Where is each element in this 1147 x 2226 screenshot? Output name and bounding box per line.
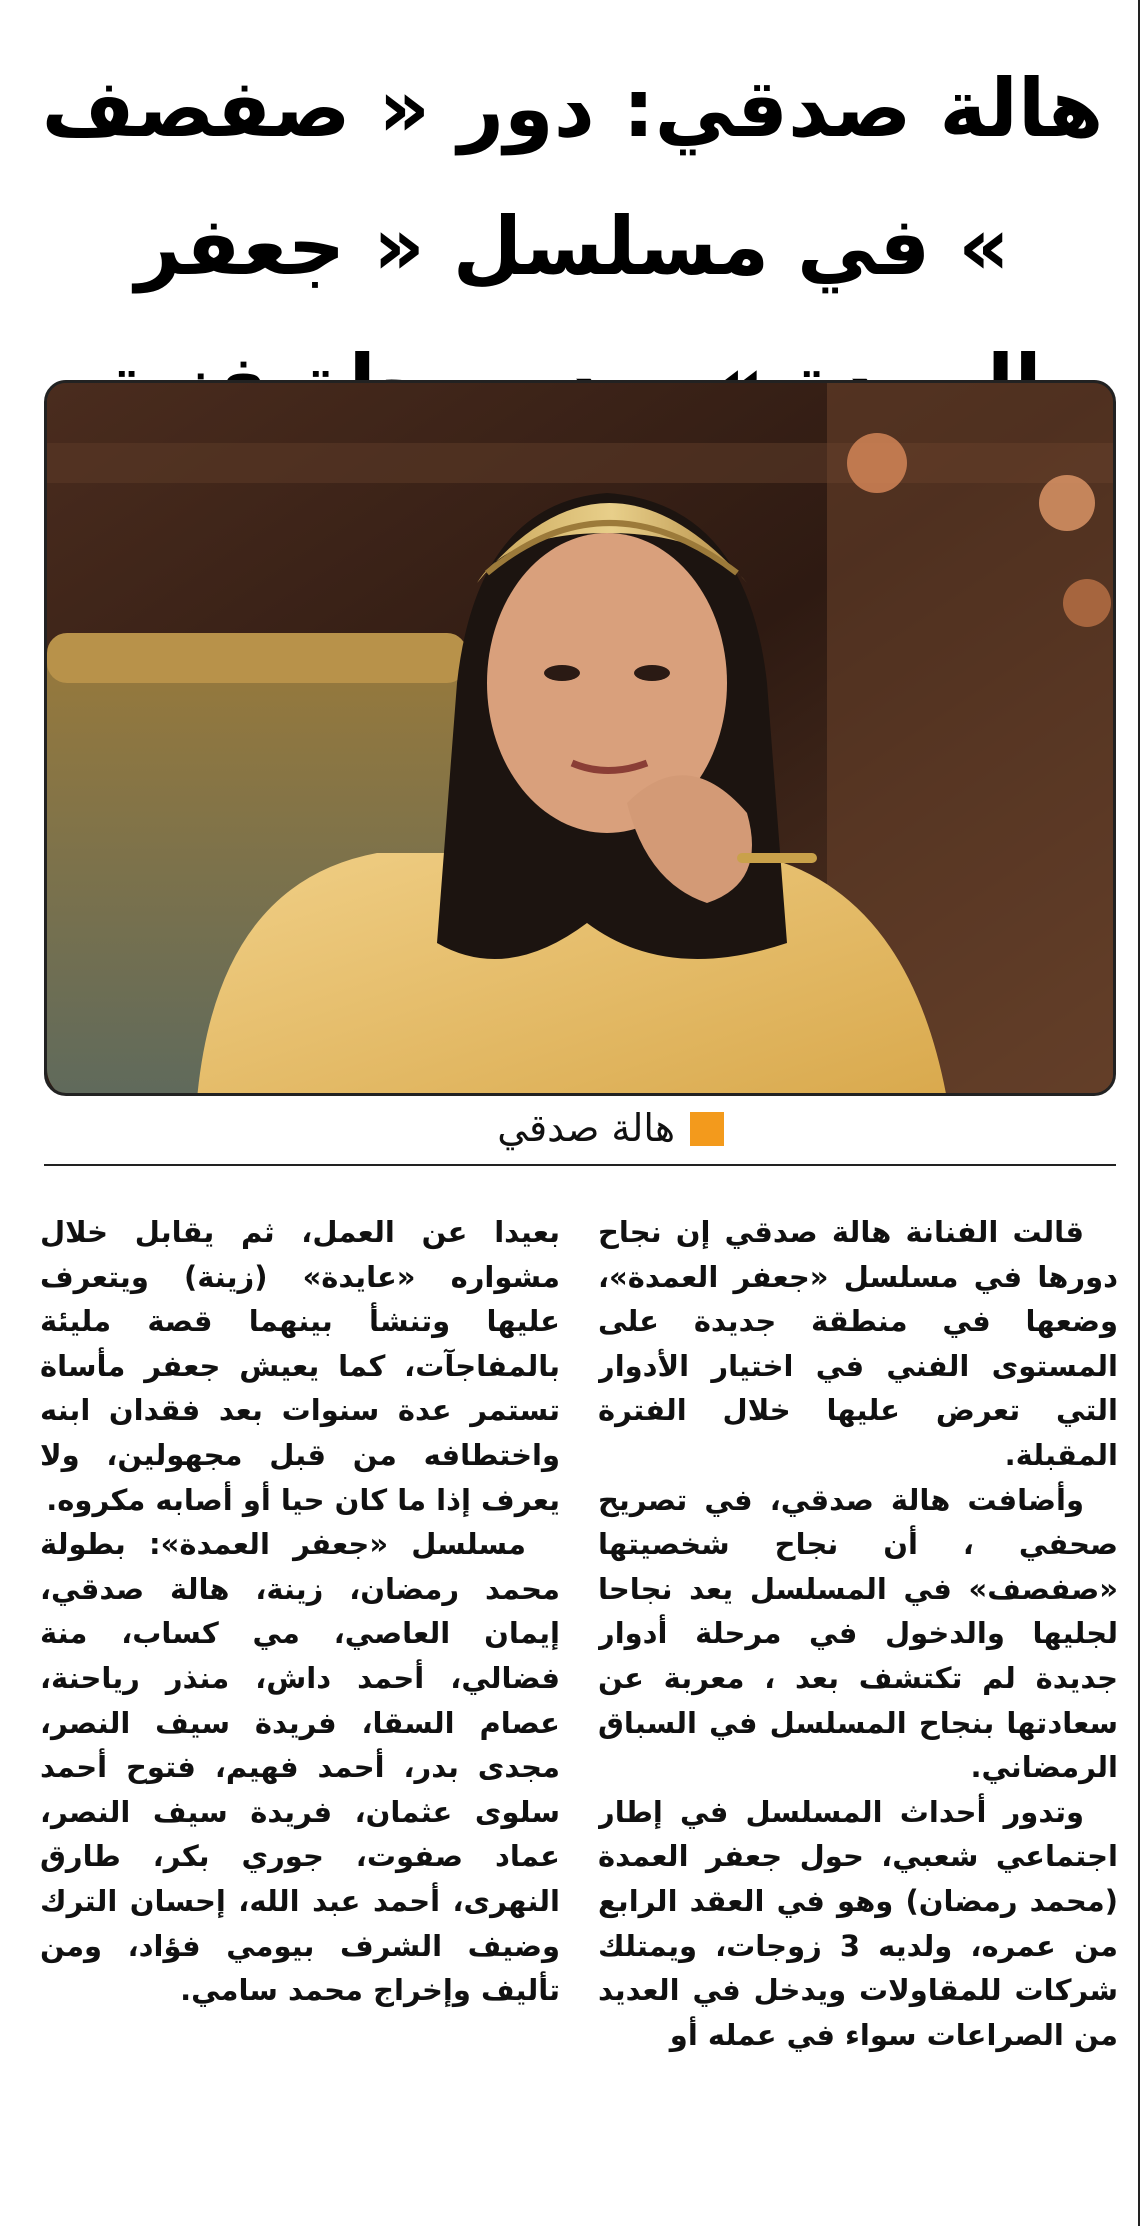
article-paragraph: بعيدا عن العمل، ثم يقابل خلال مشواره «عايدة» (زينة) ويتعرف عليها وتنشأ بينهما قصة مليئة بالمفاجآت، كما يعيش جعفر مأساة تستمر عدة سنوات بعد فقدان ابنه واختطافه من قبل مجهولين، ولا يعرف إذا ما كان حيا أو أصابه مكروه. <box>40 1215 560 1517</box>
photo-caption: هالة صدقي <box>497 1106 675 1150</box>
article-paragraph: وتدور أحداث المسلسل في إطار اجتماعي شعبي، حول جعفر العمدة (محمد رمضان) وهو في العقد الرابع من عمره، ولديه 3 زوجات، ويمتلك شركات للمقاولات ويدخل في العديد من الصراعات سواء في عمله أو <box>598 1794 1118 2052</box>
article-paragraph: قالت الفنانة هالة صدقي إن نجاح دورها في مسلسل «جعفر العمدة»، وضعها في منطقة جديدة على المستوى الفني في اختيار الأدوار التي تعرض عليها خلال الفترة المقبلة. <box>598 1215 1118 1472</box>
caption-divider <box>44 1164 1116 1166</box>
article-photo <box>44 380 1116 1096</box>
portrait-photo-icon <box>47 383 1116 1096</box>
page-edge-rule <box>1138 0 1140 2226</box>
article-column-right <box>598 1210 1118 2210</box>
caption-marker-icon <box>690 1112 724 1146</box>
article-paragraph: مسلسل «جعفر العمدة»: بطولة محمد رمضان، زينة، هالة صدقي، إيمان العاصي، مي كساب، منة فضالي، أحمد داش، منذر رياحنة، عصام السقا، فريدة سيف النصر، مجدى بدر، أحمد فهيم، فتوح أحمد سلوى عثمان، فريدة سيف النصر، عماد صفوت، جوري بكر، طارق النهرى، أحمد عبد الله، إحسان الترك وضيف الشرف بيومي فؤاد، ومن تأليف وإخراج محمد سامي. <box>40 1527 560 2008</box>
headline: هالة صدقي: دور « صفصف » في مسلسل « جعفر <box>41 62 1104 293</box>
article-paragraph: وأضافت هالة صدقي، في تصريح صحفي ، أن نجاح شخصيتها «صفصف» في المسلسل يعد نجاحا لجليها والدخول في مرحلة أدوار جديدة لم تكتشف بعد ، معربة عن سعادتها بنجاح المسلسل في السباق الرمضاني. <box>598 1482 1118 1785</box>
article-column-left <box>40 1210 560 2210</box>
